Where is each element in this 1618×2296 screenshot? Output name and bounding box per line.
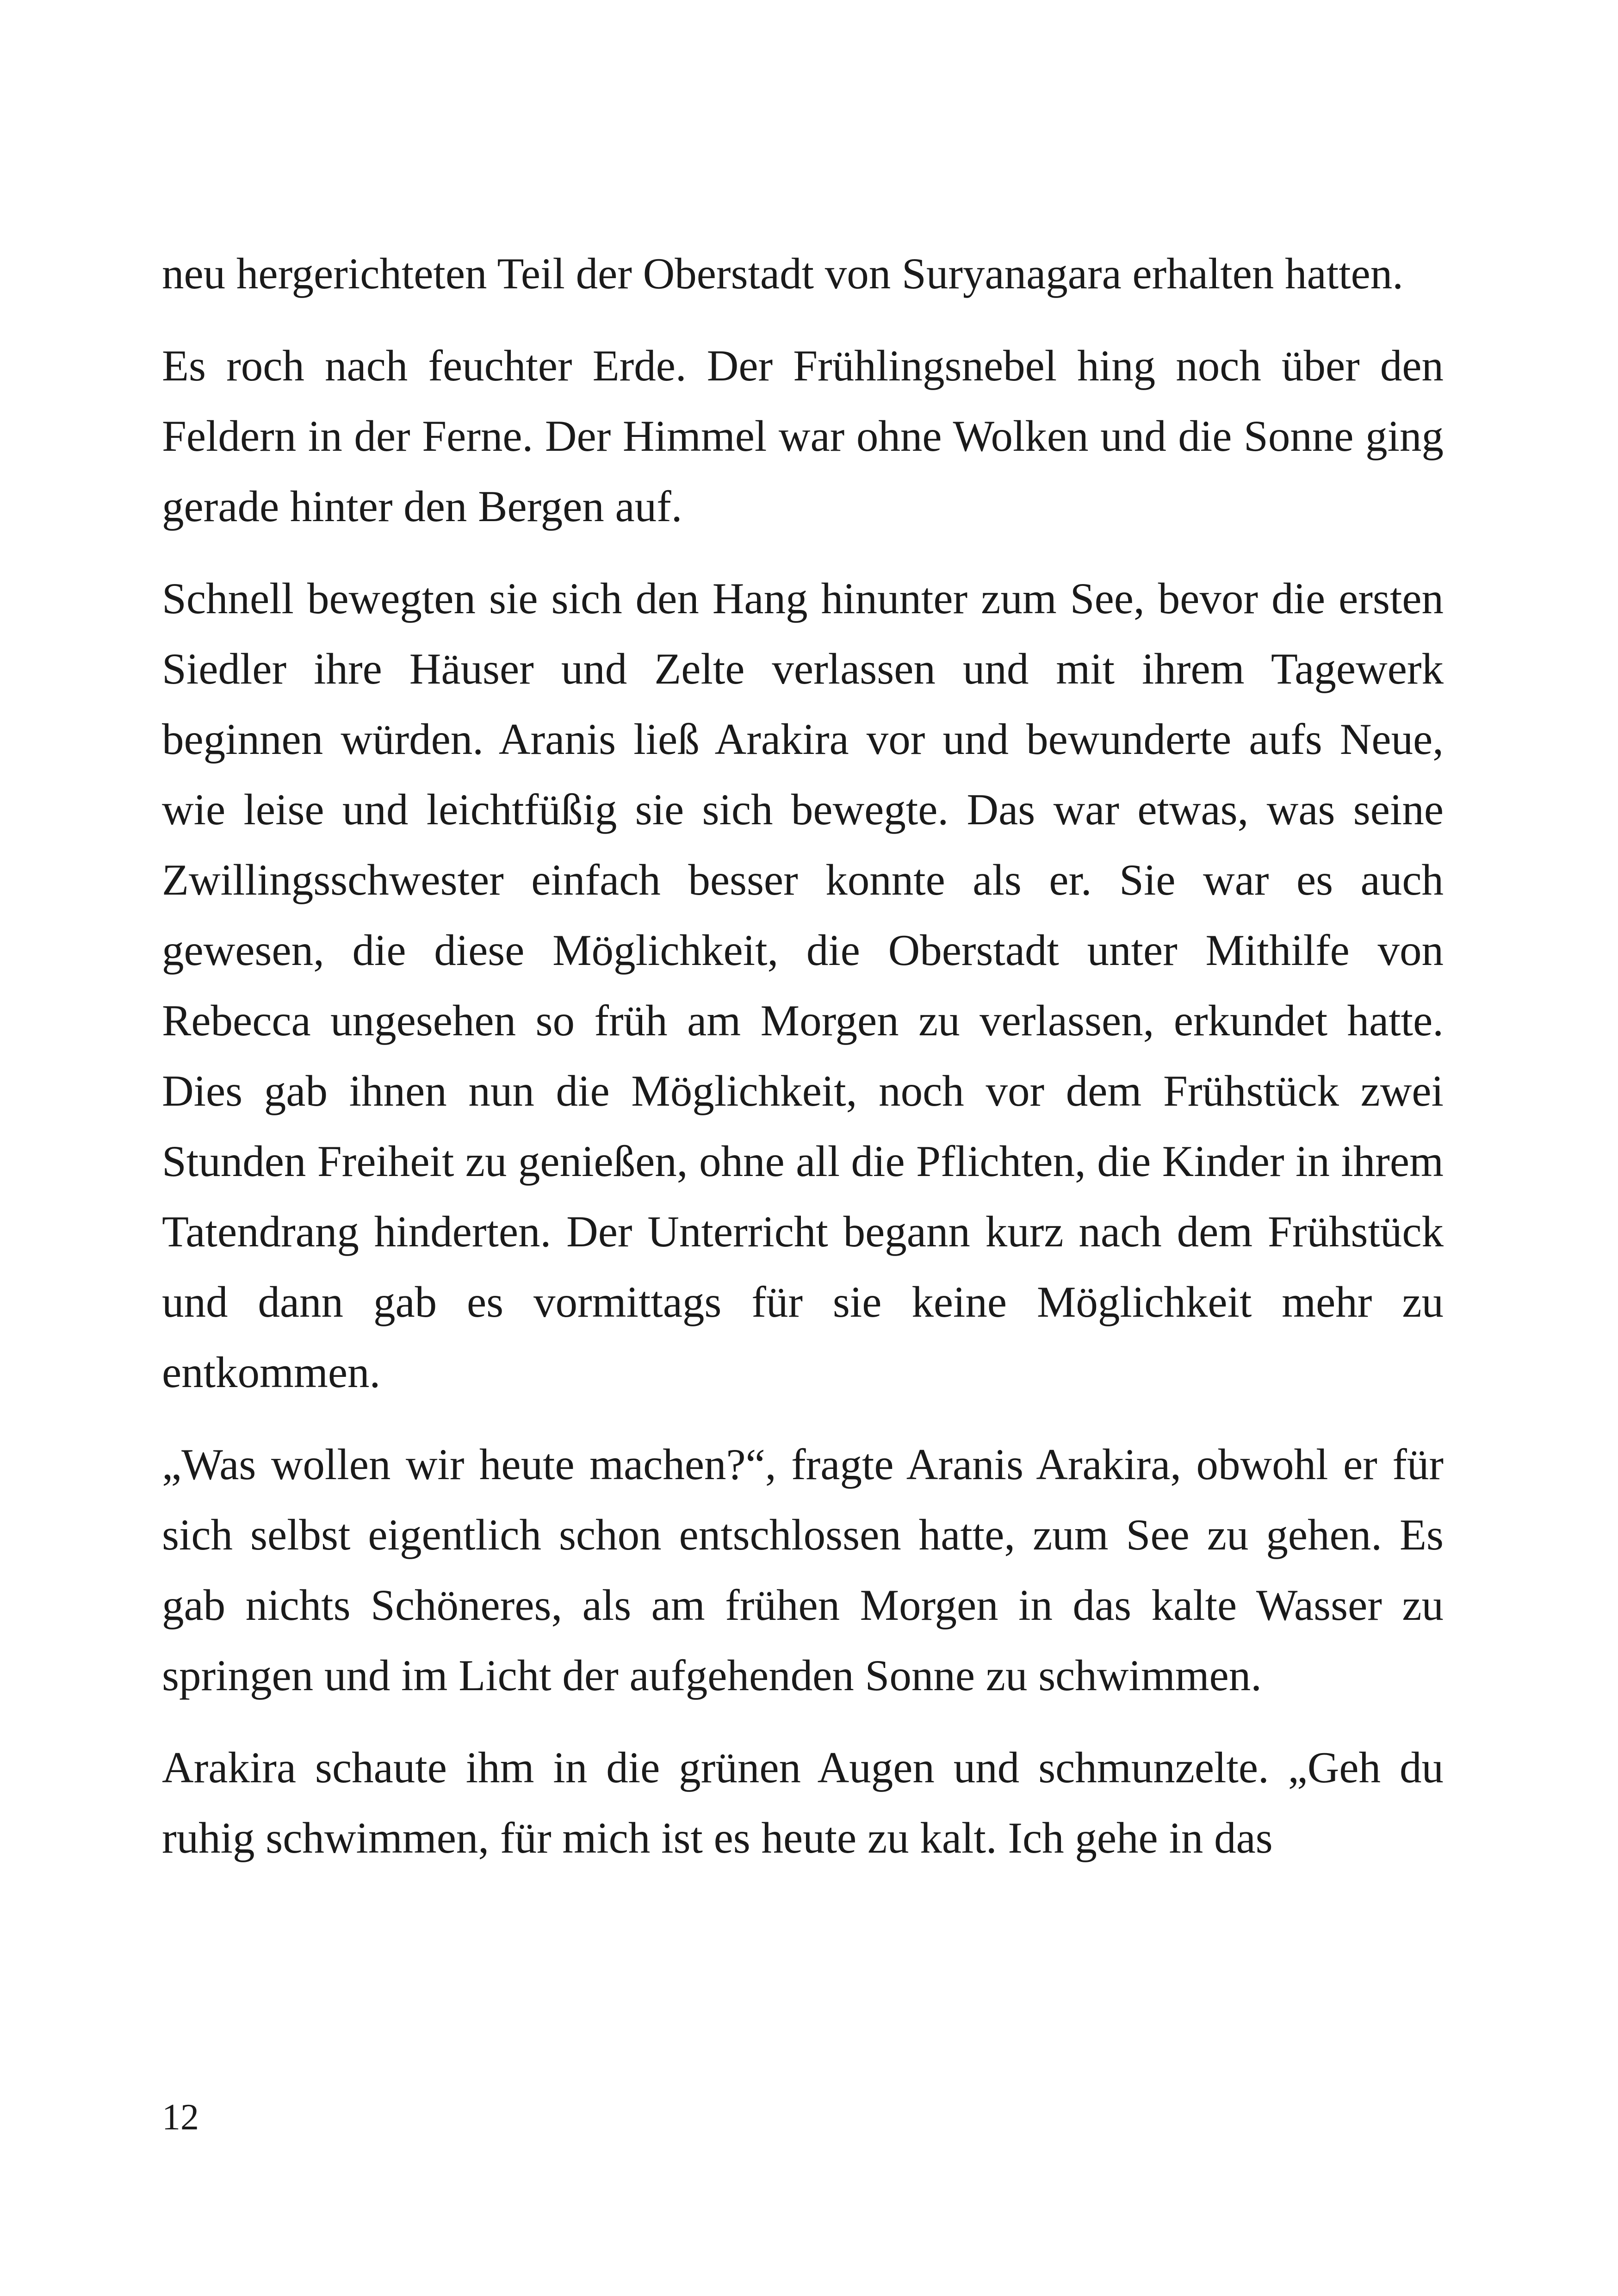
paragraph-2: Es roch nach feuchter Erde. Der Frühlingsnebel hing noch über den Feldern in der Ferne. Der Himmel war ohne Wolken und die Sonne ging gerade hinter den Bergen auf. [162, 341, 1444, 531]
paragraph-5: Arakira schaute ihm in die grünen Augen und schmunzelte. „Geh du ruhig schwimmen, für mich ist es heute zu kalt. Ich gehe in das [162, 1743, 1444, 1862]
paragraph-1: neu hergerichteten Teil der Oberstadt von Suryanagara erhalten hatten. [162, 249, 1404, 298]
paragraph-3: Schnell bewegten sie sich den Hang hinunter zum See, bevor die ersten Siedler ihre Häuser und Zelte verlassen und mit ihrem Tagewerk beginnen würden. Aranis ließ Arakira vor und bewunderte aufs Neue, wie leise und leichtfüßig sie sich bewegte. Das war etwas, was seine Zwillingsschwester einfach besser konnte als er. Sie war es auch gewesen, die diese Möglichkeit, die Oberstadt unter Mithilfe von Rebecca ungesehen so früh am Morgen zu verlassen, erkundet hatte. Dies gab ihnen nun die Möglichkeit, noch vor dem Frühstück zwei Stunden Freiheit zu genießen, ohne all die Pflichten, die Kinder in ihrem Tatendrang hinderten. Der Unterricht begann kurz nach dem Frühstück und dann gab es vormittags für sie keine Möglichkeit mehr zu entkommen. [162, 574, 1444, 1397]
body-text [162, 238, 1444, 1895]
paragraph-4: „Was wollen wir heute machen?“, fragte Aranis Arakira, obwohl er für sich selbst eigentlich schon entschlossen hatte, zum See zu gehen. Es gab nichts Schöneres, als am frühen Morgen in das kalte Wasser zu springen und im Licht der aufgehenden Sonne zu schwimmen. [162, 1440, 1444, 1700]
page-number: 12 [162, 2097, 199, 2138]
